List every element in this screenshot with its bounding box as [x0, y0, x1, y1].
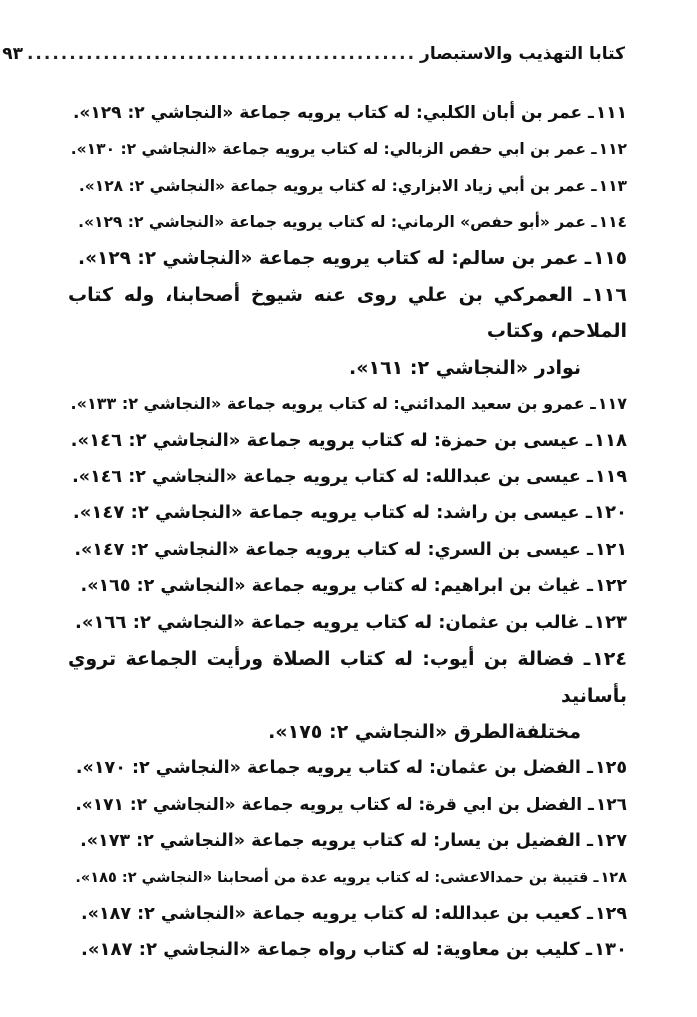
entry-text: ـ العمركي بن علي روى عنه شيوخ أصحابنا، وله كتاب الملاحم، وكتاب	[68, 284, 627, 343]
list-item	[68, 241, 627, 277]
entry-number: ١٢٩	[594, 903, 627, 924]
leader-dots: ..............................................	[26, 44, 417, 64]
list-item	[68, 641, 627, 750]
entry-text: ـ الفضل بن ابي قرة: له كتاب يرويه جماعة «النجاشي ٢: ١٧١».	[75, 794, 594, 815]
entry-number: ١١٧	[597, 394, 627, 414]
entry-continuation: مختلفةالطرق «النجاشي ٢: ١٧٥».	[268, 720, 581, 743]
entry-number: ١١٦	[592, 284, 627, 307]
entry-text: ـ فضالة بن أيوب: له كتاب الصلاة ورأيت الجماعة تروي بأسانيد	[68, 648, 627, 707]
entry-text: ـ عيسى بن السري: له كتاب يرويه جماعة «النجاشي ٢: ١٤٧».	[74, 539, 593, 560]
entry-text: ـ عيسى بن حمزة: له كتاب يرويه جماعة «النجاشي ٢: ١٤٦».	[70, 429, 593, 451]
entry-number: ١١٣	[598, 176, 627, 195]
entry-text: ـ عمر بن ابي حفص الزبالي: له كتاب يرويه جماعة «النجاشي ٢: ١٣٠».	[70, 140, 597, 159]
entry-number: ١٢٧	[594, 831, 627, 852]
list-item	[68, 750, 627, 786]
entry-number: ١٢٠	[594, 502, 627, 524]
entry-text: ـ كعيب بن عبدالله: له كتاب يرويه جماعة «النجاشي ٢: ١٨٧».	[81, 903, 593, 924]
entry-list	[68, 95, 627, 969]
entry-number: ١٢١	[594, 539, 627, 560]
page-number: ٩٣	[2, 44, 23, 64]
entry-text: ـ غالب بن عثمان: له كتاب يرويه جماعة «النجاشي ٢: ١٦٦».	[75, 611, 593, 633]
entry-text: ـ عمر بن أبي زياد الابزاري: له كتاب يرويه جماعة «النجاشي ٢: ١٢٨».	[78, 176, 597, 195]
list-item	[68, 860, 627, 896]
entry-number: ١١٥	[593, 247, 627, 269]
running-title: كتابا التهذيب والاستبصار	[420, 44, 625, 64]
entry-text: ـ عمر بن أبان الكلبي: له كتاب يرويه جماعة «النجاشي ٢: ١٢٩».	[72, 103, 594, 123]
entry-text: ـ الفضل بن عثمان: له كتاب يرويه جماعة «النجاشي ٢: ١٧٠».	[75, 758, 593, 779]
entry-text: ـ عمر بن سالم: له كتاب يرويه جماعة «النجاشي ٢: ١٢٩».	[78, 247, 592, 269]
entry-text: ـ غياث بن ابراهيم: له كتاب يرويه جماعة «النجاشي ٢: ١٦٥».	[80, 576, 593, 597]
list-item	[68, 386, 627, 422]
entry-continuation: نوادر «النجاشي ٢: ١٦١».	[348, 356, 581, 379]
entry-number: ١٢٦	[595, 794, 627, 815]
entry-text: ـ عيسى بن راشد: له كتاب يرويه جماعة «النجاشي ٢: ١٤٧».	[72, 502, 593, 524]
list-item	[68, 131, 627, 167]
list-item	[68, 568, 627, 604]
entry-number: ١١٤	[598, 213, 627, 232]
entry-number: ١١٨	[594, 429, 627, 451]
list-item	[68, 605, 627, 641]
entry-number: ١٢٨	[600, 869, 627, 886]
entry-number: ١٣٠	[594, 939, 627, 961]
list-item	[68, 896, 627, 932]
entry-text: ـ عمرو بن سعيد المدائني: له كتاب يرويه جماعة «النجاشي ٢: ١٣٣».	[70, 394, 596, 414]
list-item	[68, 495, 627, 531]
entry-number: ١٢٥	[594, 758, 627, 779]
list-item	[68, 823, 627, 859]
entry-text: ـ كليب بن معاوية: له كتاب رواه جماعة «النجاشي ٢: ١٨٧».	[81, 939, 593, 961]
list-item	[68, 204, 627, 240]
entry-text: ـ قتيبة بن حمدالاعشى: له كتاب يرويه عدة من أصحابنا «النجاشي ٢: ١٨٥».	[75, 869, 599, 886]
list-item	[68, 787, 627, 823]
list-item	[68, 168, 627, 204]
entry-number: ١٢٣	[594, 611, 627, 633]
entry-text: ـ الفضيل بن يسار: له كتاب يرويه جماعة «النجاشي ٢: ١٧٣».	[80, 831, 593, 852]
entry-number: ١١٢	[598, 140, 627, 159]
entry-number: ١١١	[595, 103, 627, 123]
list-item	[68, 423, 627, 459]
running-header	[2, 36, 625, 64]
list-item	[68, 459, 627, 495]
list-item	[68, 277, 627, 386]
list-item	[68, 532, 627, 568]
entry-number: ١٢٢	[594, 576, 627, 597]
list-item	[68, 932, 627, 968]
entry-number: ١١٩	[594, 467, 627, 488]
list-item	[68, 95, 627, 131]
entry-text: ـ عمر «أبو حفص» الرماني: له كتاب يرويه جماعة «النجاشي ٢: ١٢٩».	[78, 213, 597, 232]
entry-number: ١٢٤	[592, 648, 627, 671]
entry-text: ـ عيسى بن عبدالله: له كتاب يرويه جماعة «النجاشي ٢: ١٤٦».	[72, 467, 593, 488]
